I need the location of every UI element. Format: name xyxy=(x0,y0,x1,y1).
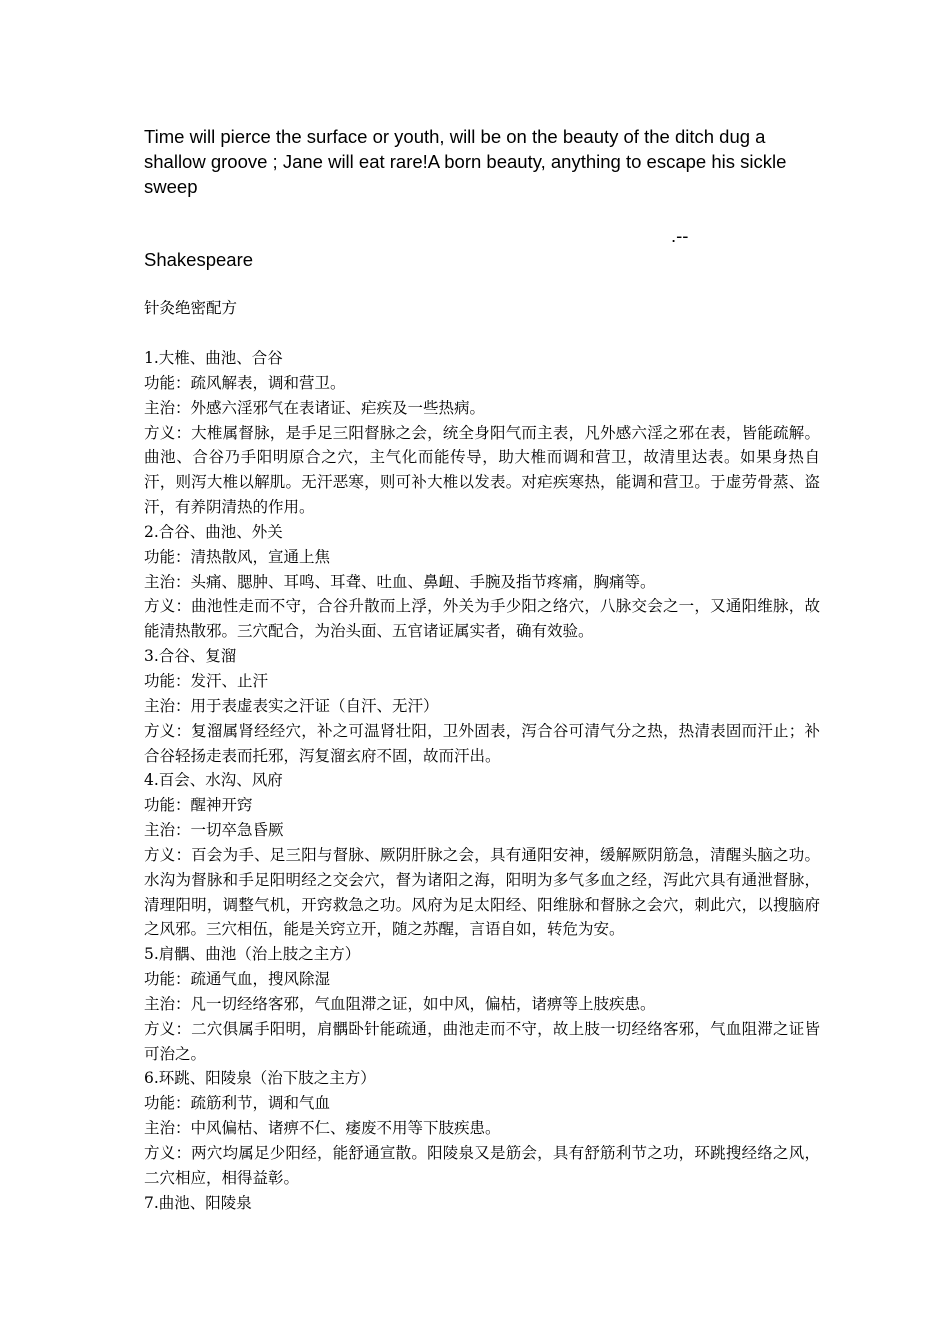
section-explanation: 方义：曲池性走而不守，合谷升散而上浮，外关为手少阳之络穴，八脉交会之一，又通阳维脉，故能清热散邪。三穴配合，为治头面、五官诸证属实者，确有效验。 xyxy=(144,597,820,641)
section-function: 功能：疏风解表，调和营卫。 xyxy=(144,373,346,392)
section-indication: 主治：凡一切经络客邪，气血阻滞之证，如中风，偏枯，诸痹等上肢疾患。 xyxy=(144,994,656,1013)
section-explanation: 方义：两穴均属足少阳经，能舒通宣散。阳陵泉又是筋会，具有舒筋利节之功，环跳搜经络之风，二穴相应，相得益彰。 xyxy=(144,1144,820,1187)
section-heading: 4.百会、水沟、风府 xyxy=(144,771,283,790)
section-indication: 主治：用于表虚表实之汗证（自汗、无汗） xyxy=(144,696,439,715)
section-function: 功能：疏通气血，搜风除湿 xyxy=(144,970,331,989)
section-explanation: 方义：复溜属肾经经穴，补之可温肾壮阳，卫外固表，泻合谷可清气分之热，热清表固而汗止；补合谷轻扬走表而托邪，泻复溜玄府不固，故而汗出。 xyxy=(144,721,820,765)
quote-author: Shakespeare xyxy=(144,249,254,270)
section-function: 功能：疏筋利节，调和气血 xyxy=(144,1094,331,1113)
section-heading: 5.肩髃、曲池（治上肢之主方） xyxy=(144,945,361,964)
section-explanation: 方义：二穴俱属手阳明，肩髃卧针能疏通，曲池走而不守，故上肢一切经络客邪，气血阻滞之证皆可治之。 xyxy=(144,1019,820,1063)
section-indication: 主治：外感六淫邪气在表诸证、疟疾及一些热病。 xyxy=(144,398,486,417)
document-body xyxy=(144,346,820,1216)
section-explanation: 方义：百会为手、足三阳与督脉、厥阴肝脉之会，具有通阳安神，缓解厥阴筋急，清醒头脑之功。水沟为督脉和手足阳明经之交会穴，督为诸阳之海，阳明为多气多血之经，泻此穴具有通泄督脉，清理阳明，调整气机，开窍救急之功。风府为足太阳经、阳维脉和督脉之会穴，刺此穴，以搜脑府之风邪。三穴相伍，能是关窍立开，随之苏醒，言语自如，转危为安。 xyxy=(144,845,820,939)
quote-dash: .-- xyxy=(671,225,689,246)
section-indication: 主治：一切卒急昏厥 xyxy=(144,821,284,840)
document-title: 针灸绝密配方 xyxy=(144,299,238,317)
section-heading: 2.合谷、曲池、外关 xyxy=(144,522,283,541)
section-explanation: 方义：大椎属督脉，是手足三阳督脉之会，统全身阳气而主表，凡外感六淫之邪在表，皆能疏解。曲池、合谷乃手阳明原合之穴，主气化而能传导，助大椎而调和营卫，故清里达表。如果身热自汗，则泻大椎以解肌。无汗恶寒，则可补大椎以发表。对疟疾寒热，能调和营卫。于虚劳骨蒸、盗汗，有养阴清热的作用。 xyxy=(144,423,820,517)
section-function: 功能：醒神开窍 xyxy=(144,796,253,815)
section-heading: 3.合谷、复溜 xyxy=(144,647,237,666)
section-indication: 主治：中风偏枯、诸痹不仁、痿废不用等下肢疾患。 xyxy=(144,1119,501,1138)
section-indication: 主治：头痛、腮肿、耳鸣、耳聋、吐血、鼻衄、手腕及指节疼痛，胸痛等。 xyxy=(144,572,656,591)
section-function: 功能：清热散风，宣通上焦 xyxy=(144,547,331,566)
section-heading: 6.环跳、阳陵泉（治下肢之主方） xyxy=(144,1069,376,1088)
quote-text: Time will pierce the surface or youth, will be on the beauty of the ditch dug a shallow groove ; Jane will eat rare!A born beauty, anything to escape his sickle sweep xyxy=(144,126,787,197)
section-heading: 1.大椎、曲池、合谷 xyxy=(144,349,283,367)
section-function: 功能：发汗、止汗 xyxy=(144,671,269,690)
section-heading: 7.曲池、阳陵泉 xyxy=(144,1193,252,1212)
